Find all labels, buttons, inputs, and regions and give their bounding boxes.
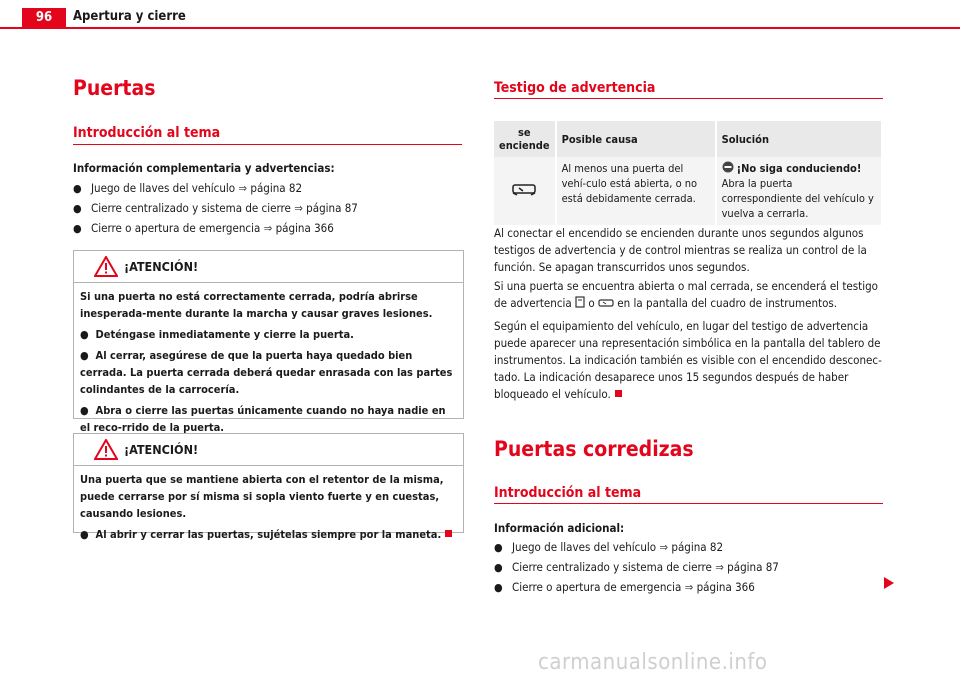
stop-icon (722, 161, 734, 173)
end-of-section-icon (615, 390, 622, 397)
reference-list (73, 180, 463, 240)
chapter-title: Apertura y cierre (73, 9, 186, 24)
page-number: 96 (22, 8, 66, 27)
subsection-title: Introducción al tema (494, 485, 642, 501)
warning-item: ● Al cerrar, asegúrese de que la puerta haya quedado bien cerrada. La puerta cerrada deberá quedar enrasada con las partes colindantes de la carrocería. (80, 349, 453, 396)
warning-triangle-icon (94, 256, 118, 277)
warning-triangle-icon (94, 439, 118, 460)
list-item[interactable]: ● Cierre o apertura de emergencia ⇒ página 366 (494, 580, 755, 594)
subsection-divider (494, 98, 883, 99)
door-symbol-icon (575, 296, 585, 308)
arrow-right-icon: ⇒ (238, 181, 248, 195)
arrow-right-icon: ⇒ (659, 540, 669, 554)
reference-list (494, 539, 884, 599)
table-cell-solution: ¡No siga conduciendo! Abra la puerta correspondiente del vehículo y vuelva a cerrarla. (716, 157, 882, 225)
table-header-row (494, 121, 882, 157)
list-item[interactable]: ● Cierre centralizado y sistema de cierre ⇒ página 87 (73, 201, 358, 215)
subsection-title: Introducción al tema (73, 125, 221, 141)
list-item[interactable]: ● Juego de llaves del vehículo ⇒ página 82 (494, 540, 724, 554)
page-header (0, 0, 960, 28)
table-header: Posible causa (556, 121, 716, 157)
warning-header (74, 251, 463, 283)
section-title-puertas: Puertas (73, 76, 156, 100)
table-header: se enciende (494, 121, 556, 157)
section-title-puertas-corredizas: Puertas corredizas (494, 437, 694, 461)
warning-body (74, 466, 463, 551)
info-label: Información complementaria y advertencias: (73, 161, 335, 175)
warning-body (74, 283, 463, 444)
arrow-right-icon: ⇒ (715, 560, 724, 574)
paragraph: Al conectar el encendido se encienden durante unos segundos algunos testigos de advertencia y de control mientras se realiza un control de la función. Se apagan transcurridos unos segundos. (494, 226, 867, 274)
info-label: Información adicional: (494, 521, 625, 535)
warning-item: ● Deténgase inmediatamente y cierre la puerta. (80, 328, 354, 341)
warning-box-2 (73, 433, 464, 541)
end-of-section-icon (445, 530, 452, 537)
warning-header (74, 434, 463, 466)
table-cell-cause: Al menos una puerta del vehí-culo está abierta, o no está debidamente cerrada. (556, 157, 716, 225)
warning-item: ● Abra o cierre las puertas únicamente cuando no haya nadie en el reco-rrido de la puerta. (80, 404, 446, 434)
list-item[interactable]: ● Juego de llaves del vehículo ⇒ página 82 (73, 181, 303, 195)
arrow-right-icon: ⇒ (294, 201, 303, 215)
list-item[interactable]: ● Cierre centralizado y sistema de cierre ⇒ página 87 (494, 560, 779, 574)
next-page-arrow-icon[interactable] (884, 577, 894, 589)
warning-box-1 (73, 250, 464, 434)
door-open-warning-icon (511, 182, 537, 196)
watermark: carmanualsonline.info (538, 650, 768, 675)
warning-item: ● Al abrir y cerrar las puertas, sujételas siempre por la maneta. (80, 526, 457, 543)
warning-title: ¡ATENCIÓN! (124, 442, 199, 457)
arrow-right-icon: ⇒ (684, 580, 694, 594)
subsection-divider (494, 503, 883, 504)
warning-title: ¡ATENCIÓN! (124, 259, 199, 274)
door-open-warning-icon (598, 298, 614, 308)
arrow-right-icon: ⇒ (263, 221, 273, 235)
table-row (494, 157, 882, 225)
subsection-divider (73, 144, 462, 145)
table-header: Solución (716, 121, 882, 157)
table-cell-symbol (494, 157, 556, 225)
list-item[interactable]: ● Cierre o apertura de emergencia ⇒ página 366 (73, 221, 334, 235)
warning-light-table (494, 121, 883, 225)
paragraph: Si una puerta se encuentra abierta o mal cerrada, se encenderá el testigo de advertencia o en la pantalla del cuadro de instrumentos. (494, 279, 878, 310)
warning-intro: Si una puerta no está correctamente cerrada, podría abrirse inesperada-mente durante la marcha y causar graves lesiones. (80, 290, 433, 320)
warning-light-title: Testigo de advertencia (494, 80, 656, 96)
header-divider (0, 27, 960, 29)
warning-intro: Una puerta que se mantiene abierta con el retentor de la misma, puede cerrarse por sí misma si sopla viento fuerte y en cuestas, causando lesiones. (80, 473, 444, 520)
paragraph: Según el equipamiento del vehículo, en lugar del testigo de advertencia puede aparecer una representación simbólica en la pantalla del tablero de instrumentos. La indicación también es visible con el encendido desconec-tado. La indicación desaparece unos 15 segundos después de haber bloqueado el vehículo. (494, 319, 882, 401)
